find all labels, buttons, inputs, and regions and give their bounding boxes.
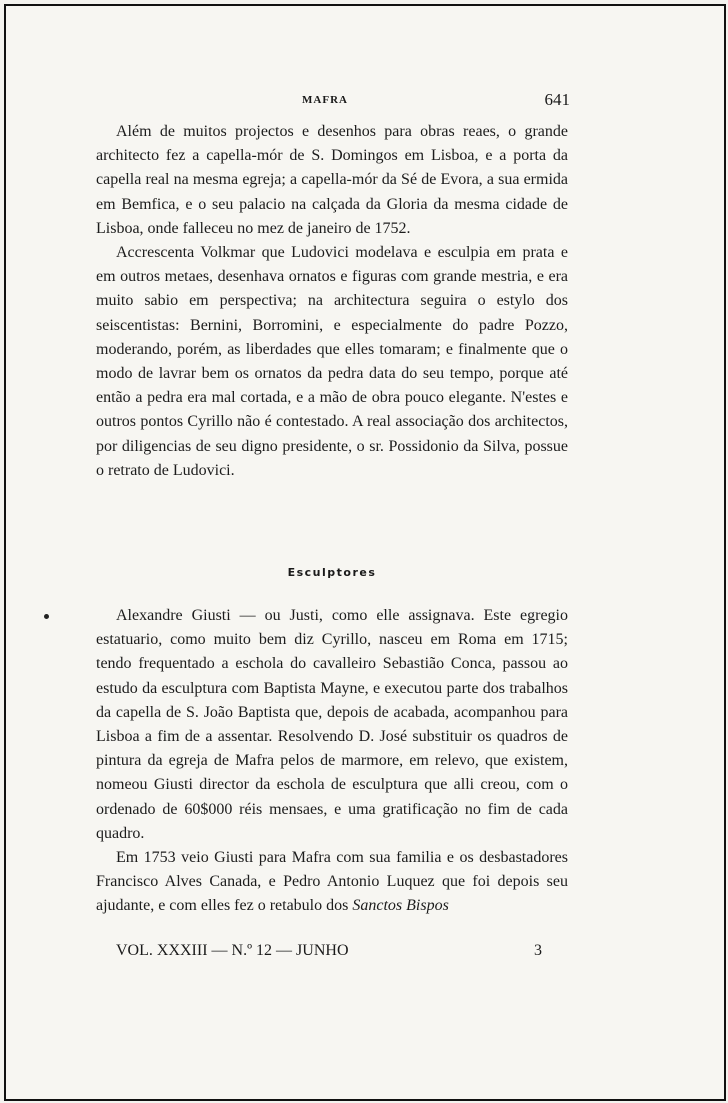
margin-dot	[44, 614, 49, 619]
volume-line: VOL. XXXIII — N.º 12 — JUNHO	[116, 942, 349, 959]
page-footer	[116, 942, 542, 960]
text-block-top	[96, 120, 568, 483]
paragraph-last-italic: Sanctos Bispos	[352, 897, 449, 915]
running-head	[80, 90, 570, 110]
section-heading: Esculptores	[287, 566, 377, 579]
paragraph: Accrescenta Volkmar que Ludovici modelava e esculpia em prata e em outros metaes, desenhava ornatos e figuras com grande mestria, e era muito sabio em perspectiva; na architectura seguira o estylo dos seiscentistas: Bernini, Borromini, e especialmente do padre Pozzo, moderando, porém, as liberdades que elles tomaram; e finalmente que o modo de lavrar bem os ornatos da pedra data do seu tempo, porque até então a pedra era mal cortada, e a mão de obra pouco elegante. N'estes e outros pontos Cyrillo não é contestado. A real associação dos architectos, por diligencias de seu digno presidente, o sr. Possidonio da Silva, possue o retrato de Ludovici.	[96, 244, 568, 479]
signature-mark: 3	[534, 942, 542, 959]
text-block-bottom	[96, 604, 568, 919]
running-title: MAFRA	[302, 94, 348, 106]
page-number: 641	[544, 90, 570, 109]
paragraph-last	[96, 846, 568, 919]
paragraph: Além de muitos projectos e desenhos para obras reaes, o grande architecto fez a capella-mór de S. Domingos em Lisboa, e a porta da capella real na mesma egreja; a capella-mór da Sé de Evora, a sua ermida em Bemfica, e o seu palacio na calçada da Gloria da mesma cidade de Lisboa, onde falleceu no mez de janeiro de 1752.	[96, 123, 568, 237]
paragraph-last-text: Em 1753 veio Giusti para Mafra com sua familia e os desbastadores Francisco Alves Canada, e Pedro Antonio Luquez que foi depois seu ajudante, e com elles fez o retabulo dos	[96, 849, 568, 915]
paragraph: Alexandre Giusti — ou Justi, como elle assignava. Este egregio estatuario, como muito bem diz Cyrillo, nasceu em Roma em 1715; tendo frequentado a eschola do cavalleiro Sebastião Conca, passou ao estudo da esculptura com Baptista Mayne, e executou parte dos trabalhos da capella de S. João Baptista que, depois de acabada, acompanhou para Lisboa a fim de a assentar. Resolvendo D. José substituir os quadros de pintura da egreja de Mafra pelos de marmore, em relevo, que existem, nomeou Giusti director da eschola de esculptura que alli creou, com o ordenado de 60$000 réis mensaes, e uma gratificação no fim de cada quadro.	[96, 607, 568, 842]
